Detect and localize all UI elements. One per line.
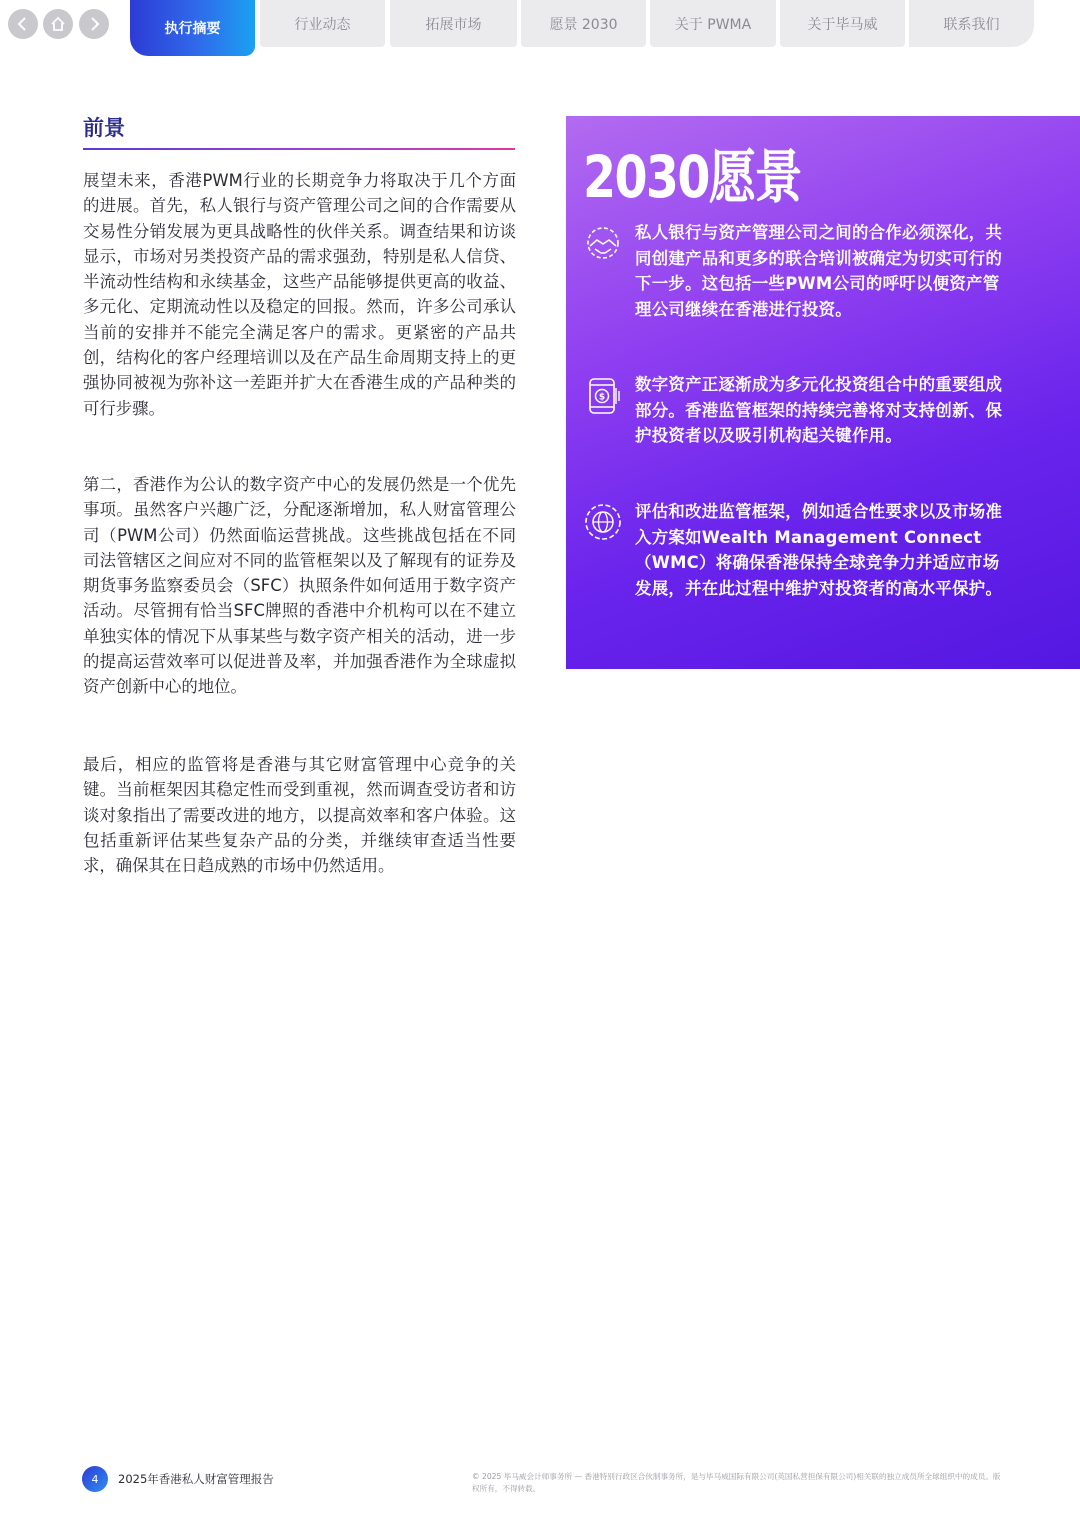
- tab-vision-2030[interactable]: 愿景 2030: [521, 0, 646, 47]
- tab-about-kpmg[interactable]: 关于毕马威: [780, 0, 905, 47]
- title-divider: [83, 148, 515, 150]
- paragraph-outlook-2: 第二，香港作为公认的数字资产中心的发展仍然是一个优先事项。虽然客户兴趣广泛，分配逐渐增加，私人财富管理公司（PWM公司）仍然面临运营挑战。这些挑战包括在不同司法管辖区之间应对不同的监管框架以及了解现有的证券及期货事务监察委员会（SFC）执照条件如何适用于数字资产活动。尽管拥有恰当SFC牌照的香港中介机构可以在不建立单独实体的情况下从事某些与数字资产相关的活动，进一步的提高运营效率可以促进普及率，并加强香港作为全球虚拟资产创新中心的地位。: [83, 475, 516, 697]
- vision-item-text: 私人银行与资产管理公司之间的合作必须深化，共同创建产品和更多的联合培训被确定为切实可行的下一步。这包括一些PWM公司的呼吁以便资产管理公司继续在香港进行投资。: [635, 223, 1003, 319]
- vision-title: 2030愿景: [583, 143, 801, 211]
- chevron-left-icon: [14, 15, 32, 33]
- vision-2030-panel: [566, 116, 1080, 669]
- home-button[interactable]: [43, 9, 73, 39]
- copyright-notice: © 2025 毕马威会计师事务所 — 香港特别行政区合伙制事务所，是与毕马威国际有限公司(英国私营担保有限公司)相关联的独立成员所全球组织中的成员。版权所有，不得转载。: [472, 1472, 1001, 1493]
- vision-item-text: 数字资产正逐渐成为多元化投资组合中的重要组成部分。香港监管框架的持续完善将对支持创新、保护投资者以及吸引机构起关键作用。: [635, 375, 1003, 445]
- back-button[interactable]: [8, 9, 38, 39]
- page-title: 前景: [83, 116, 125, 140]
- page-number: 4: [82, 1466, 108, 1492]
- paragraph-outlook-3: 最后，相应的监管将是香港与其它财富管理中心竞争的关键。当前框架因其稳定性而受到重视，然而调查受访者和访谈对象指出了需要改进的地方，以提高效率和客户体验。这包括重新评估某些复杂产品的分类，并继续审查适当性要求，确保其在日趋成熟的市场中仍然适用。: [83, 755, 516, 876]
- tab-executive-summary[interactable]: 执行摘要: [130, 0, 255, 56]
- vision-item-text: 评估和改进监管框架，例如适合性要求以及市场准入方案如Wealth Management Connect（WMC）将确保香港保持全球竞争力并适应市场发展，并在此过程中维护对投资者的高水平保护。: [635, 502, 1003, 598]
- paragraph-outlook-1: 展望未来，香港PWM行业的长期竞争力将取决于几个方面的进展。首先，私人银行与资产管理公司之间的合作需要从交易性分销发展为更具战略性的伙伴关系。调查结果和访谈显示，市场对另类投资产品的需求强劲，特别是私人信贷、半流动性结构和永续基金，这些产品能够提供更高的收益、多元化、定期流动性以及稳定的回报。然而，许多公司承认当前的安排并不能完全满足客户的需求。更紧密的产品共创，结构化的客户经理培训以及在产品生命周期支持上的更强协同被视为弥补这一差距并扩大在香港生成的产品种类的可行步骤。: [83, 171, 516, 418]
- svg-text:$: $: [598, 392, 606, 403]
- tab-industry-trends[interactable]: 行业动态: [260, 0, 385, 47]
- handshake-gear-icon: [582, 222, 624, 264]
- tab-market-expansion[interactable]: 拓展市场: [390, 0, 517, 47]
- home-icon: [49, 15, 67, 33]
- forward-button[interactable]: [79, 9, 109, 39]
- tab-contact-us[interactable]: 联系我们: [909, 0, 1034, 47]
- chevron-right-icon: [85, 15, 103, 33]
- globe-gear-icon: [582, 501, 624, 543]
- tab-about-pwma[interactable]: 关于 PWMA: [650, 0, 776, 47]
- report-title: 2025年香港私人财富管理报告: [118, 1472, 274, 1486]
- mobile-dollar-icon: [582, 374, 624, 416]
